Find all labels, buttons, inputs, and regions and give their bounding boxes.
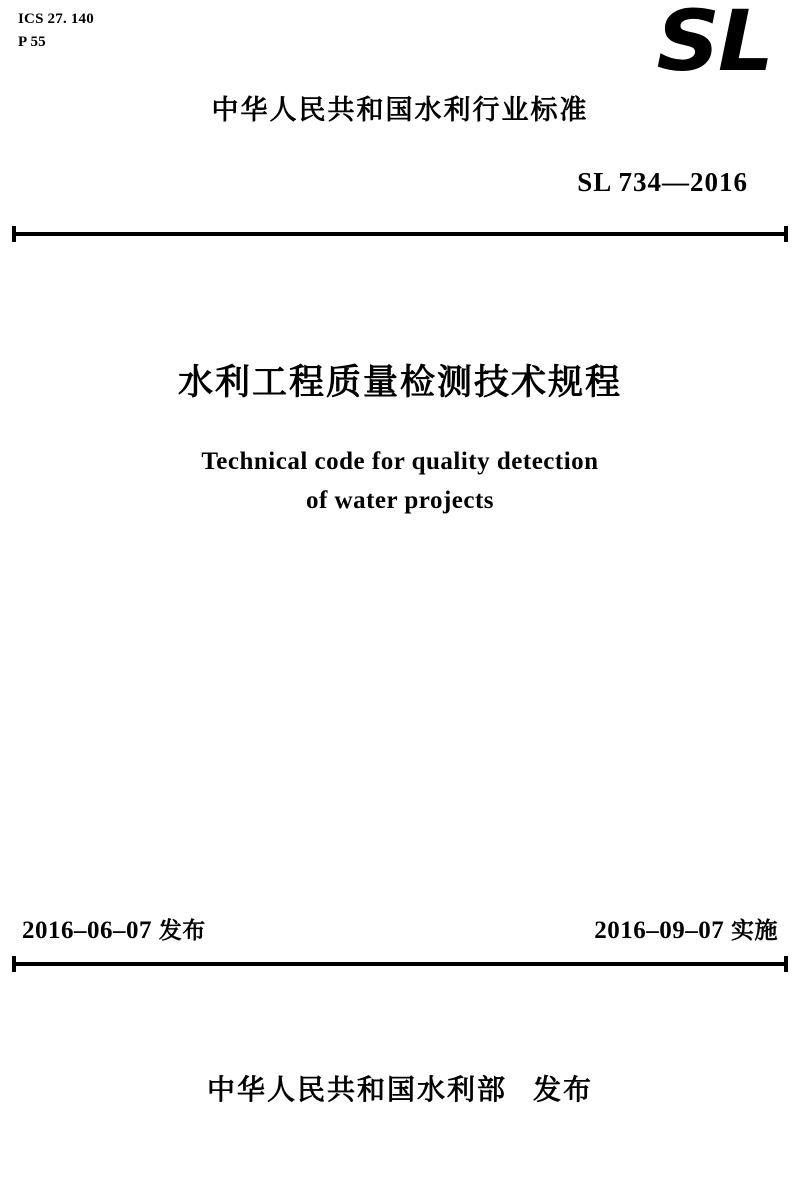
publisher-line	[0, 1068, 800, 1108]
divider-bottom	[12, 962, 788, 966]
effective-date-label: 实施	[731, 918, 778, 944]
issue-date-label: 发布	[158, 918, 206, 944]
document-title-english-line1: Technical code for quality detection	[201, 448, 599, 475]
sl-logo: SL	[656, 0, 772, 90]
effective-date-group	[594, 912, 778, 945]
ics-classification-block	[18, 8, 94, 55]
issue-date: 2016–06–07	[22, 917, 152, 944]
dates-row	[22, 912, 778, 945]
issue-date-group	[22, 912, 206, 945]
publisher-name: 中华人民共和国水利部	[206, 1073, 507, 1106]
standard-number: SL 734—2016	[577, 167, 748, 197]
document-title-english	[0, 443, 800, 521]
effective-date: 2016–09–07	[594, 917, 725, 944]
ics-category-code: P 55	[18, 34, 46, 51]
ics-number: ICS 27. 140	[18, 11, 94, 27]
divider-top	[12, 232, 788, 236]
document-title-english-line2: of water projects	[305, 486, 495, 514]
document-title-chinese: 水利工程质量检测技术规程	[177, 363, 622, 403]
standard-series-header: 中华人民共和国水利行业标准	[211, 95, 589, 126]
publisher-action: 发布	[533, 1073, 594, 1106]
